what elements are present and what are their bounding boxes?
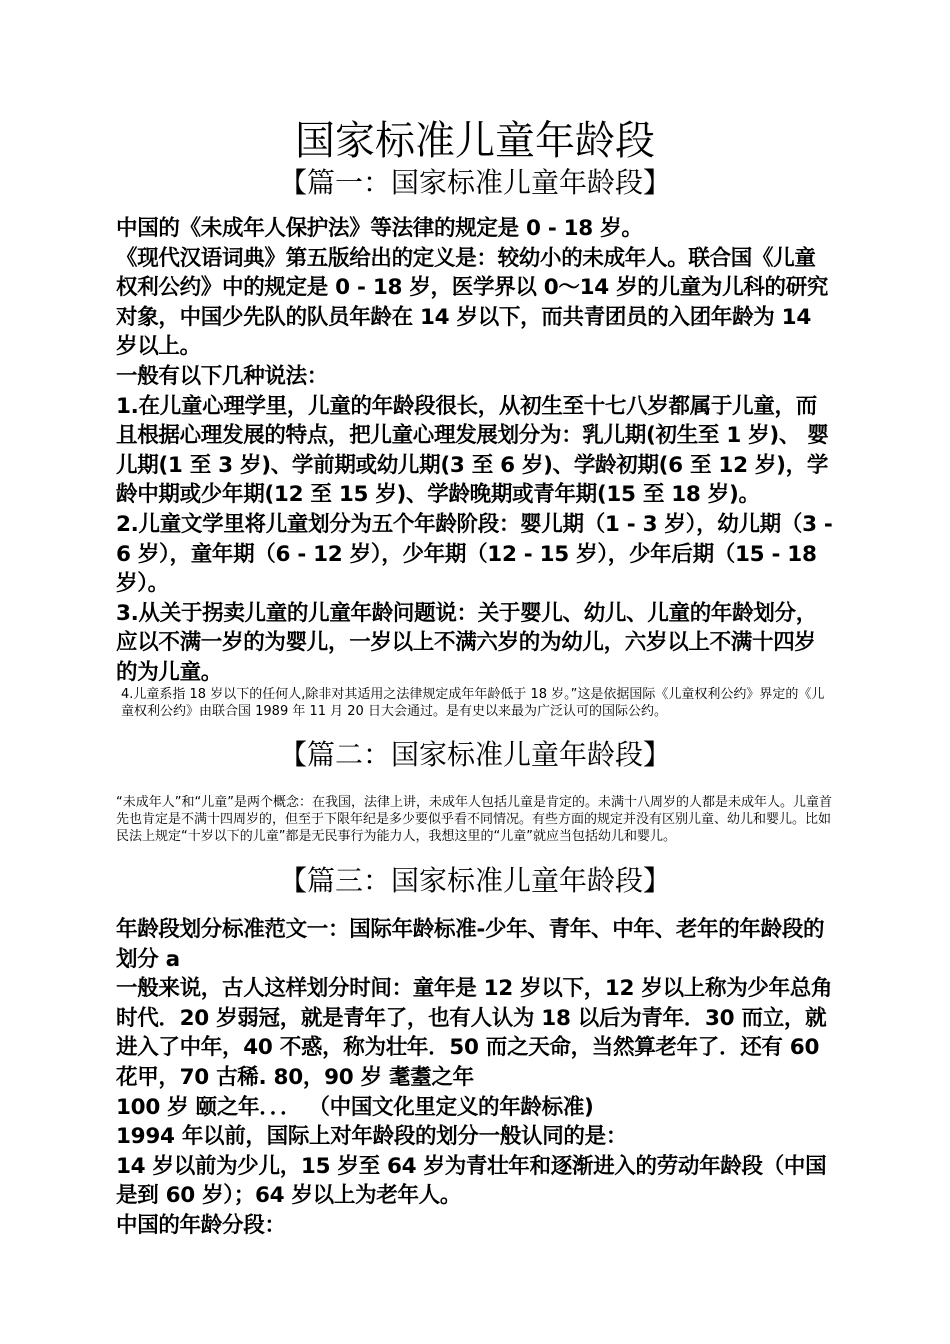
- section3-paragraph: 100 岁 颐之年．．． （中国文化里定义的年龄标准): [116, 1094, 594, 1120]
- section1-note: [116, 686, 836, 720]
- section3-body: [116, 915, 836, 1241]
- document-title: 国家标准儿童年龄段: [295, 118, 655, 164]
- section3-paragraph: 1994 年以前，国际上对年龄段的划分一般认同的是：: [116, 1124, 628, 1150]
- section1-paragraph: 《现代汉语词典》第五版给出的定义是：较幼小的未成年人。联合国《儿童权利公约》中的规定是 0 - 18 岁，医学界以 0～14 岁的儿童为儿科的研究对象，中国少先队的队员年龄在 14 岁以下，而共青团员的入团年龄为 14 岁以上。: [116, 245, 829, 360]
- section1-note-text: 4.儿童系指 18 岁以下的任何人,除非对其适用之法律规定成年年龄低于 18 岁。”这是依据国际《儿童权利公约》界定的《儿童权利公约》由联合国 1989 年 11 月 20 日大会通过。是有史以来最为广泛认可的国际公约。: [121, 687, 825, 719]
- section3-paragraph: 一般来说，古人这样划分时间：童年是 12 岁以下，12 岁以上称为少年总角时代．20 岁弱冠，就是青年了，也有人认为 18 以后为青年．30 而立，就进入了中年，40 不惑，称为壮年．50 而之天命，当然算老年了．还有 60 花甲，70 古稀. 80，90 岁 耄耋之年: [116, 976, 833, 1090]
- section2-text: “未成年人”和“儿童”是两个概念：在我国，法律上讲，未成年人包括儿童是肯定的。未满十八周岁的人都是未成年人。儿童首先也肯定是不满十四周岁的，但至于下限年纪是多少要似乎看不同情况。有些方面的规定并没有区别儿童、幼儿和婴儿。比如民法上规定“十岁以下的儿童”都是无民事行为能力人，我想这里的“儿童”就应当包括幼儿和婴儿。: [116, 795, 832, 844]
- section1-paragraph: 中国的《未成年人保护法》等法律的规定是 0 - 18 岁。: [116, 216, 643, 241]
- section1-body: [116, 214, 836, 688]
- section1-paragraph: 1.在儿童心理学里，儿童的年龄段很长，从初生至十七八岁都属于儿童，而且根据心理发展的特点，把儿童心理发展划分为：乳儿期(初生至 1 岁)、 婴儿期(1 至 3 岁)、学前期或幼儿期(3 至 6 岁)、学龄初期(6 至 12 岁)，学龄中期或少年期(12 至 15 岁)、学龄晚期或青年期(15 至 18 岁)。: [116, 393, 829, 508]
- section1-paragraph: 3.从关于拐卖儿童的儿童年龄问题说：关于婴儿、幼儿、儿童的年龄划分，应以不满一岁的为婴儿，一岁以上不满六岁的为幼儿，六岁以上不满十四岁的为儿童。: [116, 600, 817, 685]
- section3-paragraph: 14 岁以前为少儿，15 岁至 64 岁为青壮年和逐渐进入的劳动年龄段（中国是到 60 岁）；64 岁以上为老年人。: [116, 1153, 827, 1209]
- section1-heading: 【篇一：国家标准儿童年龄段】: [278, 166, 671, 199]
- section3-paragraph: 年龄段划分标准范文一：国际年龄标准-少年、青年、中年、老年的年龄段的划分 a: [116, 917, 825, 972]
- section2-body: [116, 794, 836, 845]
- section3-paragraph: 中国的年龄分段：: [116, 1212, 286, 1238]
- section1-paragraph: 2.儿童文学里将儿童划分为五个年龄阶段：婴儿期（1 - 3 岁），幼儿期（3 - 6 岁），童年期（6 - 12 岁），少年期（12 - 15 岁），少年后期（15 - 18 岁）。: [116, 511, 833, 597]
- section1-paragraph: 一般有以下几种说法：: [116, 363, 329, 389]
- section2-heading: 【篇二：国家标准儿童年龄段】: [278, 738, 671, 771]
- section3-heading: 【篇三：国家标准儿童年龄段】: [278, 864, 671, 897]
